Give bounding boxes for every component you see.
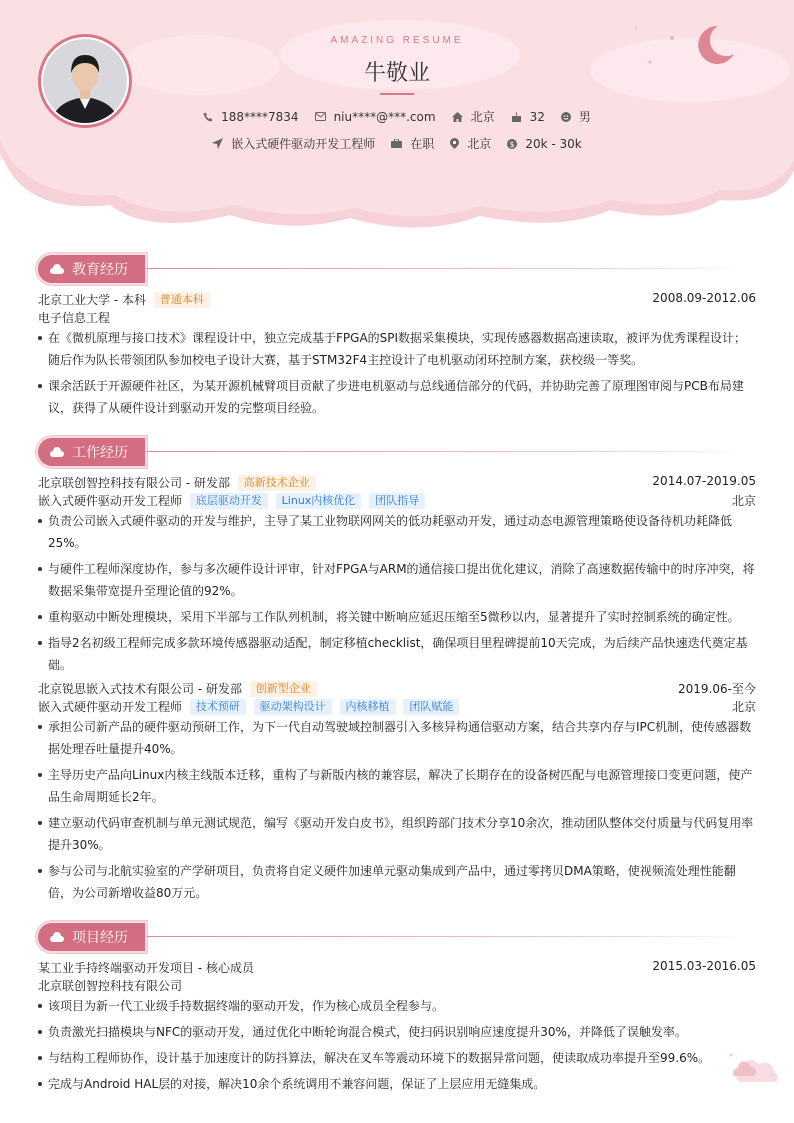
job-date: 2019.06-至今 [678, 682, 756, 696]
resume-kicker: AMAZING RESUME [330, 35, 464, 46]
list-item: 承担公司新产品的硬件驱动预研工作，为下一代自动驾驶域控制器引入多核异构通信驱动方案，结合共享内存与IPC机制，使传感器数据处理吞吐量提升40%。 [38, 716, 756, 760]
candidate-name: 牛敬业 [363, 61, 430, 86]
project-org: 北京联创智控科技有限公司 [38, 979, 183, 993]
phone-item [203, 110, 298, 124]
list-item: 重构驱动中断处理模块，采用下半部与工作队列机制，将关键中断响应延迟压缩至5微秒以内，显著提升了实时控制系统的确定性。 [38, 606, 756, 628]
list-item: 负责激光扫描模块与NFC的驱动开发，通过优化中断轮询混合模式，使扫码识别响应速度提升30%，并降低了误触发率。 [38, 1021, 756, 1043]
target-city-item [450, 135, 491, 152]
cake-icon [511, 112, 522, 122]
employment-status: 在职 [410, 137, 435, 151]
work-section-header [36, 436, 756, 468]
education-title-pill [36, 253, 147, 285]
work-title: 工作经历 [72, 445, 128, 461]
section-divider [147, 268, 747, 269]
list-item: 负责公司嵌入式硬件驱动的开发与维护，主导了某工业物联网网关的低功耗驱动开发，通过动态电源管理策略使设备待机功耗降低25%。 [38, 510, 756, 554]
education-section-header [36, 253, 756, 285]
role-line [38, 698, 756, 716]
role-line [38, 492, 756, 510]
company-line [38, 474, 756, 492]
major-line [38, 309, 756, 327]
send-icon [212, 138, 223, 149]
skill-tag: 团队指导 [369, 493, 425, 509]
education-entry [38, 291, 756, 423]
mail-icon [315, 112, 326, 121]
list-item: 参与公司与北航实验室的产学研项目，负责将自定义硬件加速单元驱动集成到产品中，通过零拷贝DMA策略，使视频流处理性能翻倍，为公司新增收益80万元。 [38, 860, 756, 904]
name-underline [380, 93, 414, 95]
age-item [511, 110, 545, 124]
salary-item [507, 137, 581, 151]
contact-info-row [0, 108, 794, 125]
skill-tag: 内核移植 [340, 699, 396, 715]
major-name: 电子信息工程 [38, 311, 111, 325]
phone-number: 188****7834 [221, 109, 299, 124]
work-title-pill [36, 436, 147, 468]
target-position: 嵌入式硬件驱动开发工程师 [231, 137, 376, 151]
decorative-cloud-icon [728, 1052, 784, 1086]
target-position-item [212, 135, 375, 152]
list-item: 主导历史产品向Linux内核主线版本迁移，重构了与新版内核的兼容层，解决了长期存在的设备树匹配与电源管理接口变更问题，使产品生命周期延长2年。 [38, 764, 756, 808]
gender-item [561, 108, 591, 125]
list-item: 该项目为新一代工业级手持数据终端的驱动开发，作为核心成员全程参与。 [38, 995, 756, 1017]
face-icon [561, 112, 571, 122]
list-item: 与结构工程师协作，设计基于加速度计的防抖算法，解决在叉车等震动环境下的数据异常问题，使读取成功率提升至99.6%。 [38, 1047, 756, 1069]
age-value: 32 [529, 109, 545, 124]
school-tag: 普通本科 [154, 292, 210, 308]
project-title: 项目经历 [72, 930, 128, 946]
phone-icon [203, 112, 213, 122]
cloud-icon [50, 932, 64, 942]
education-bullets [38, 327, 756, 419]
job-intent-row [0, 135, 794, 152]
school-name: 北京工业大学 - 本科 [38, 293, 146, 307]
job-bullets [38, 510, 756, 676]
job-role: 嵌入式硬件驱动开发工程师 [38, 494, 183, 508]
skill-tag: 底层驱动开发 [190, 493, 268, 509]
resume-header [0, 0, 794, 230]
project-name: 某工业手持终端驱动开发项目 - 核心成员 [38, 961, 254, 975]
project-entry-1 [38, 959, 756, 1099]
list-item: 指导2名初级工程师完成多款环境传感器驱动适配，制定移植checklist，确保项目里程碑提前10天完成，为后续产品快速迭代奠定基础。 [38, 632, 756, 676]
hometown-item [452, 108, 495, 125]
job-date: 2014.07-2019.05 [652, 474, 756, 488]
briefcase-icon [391, 139, 402, 148]
project-bullets [38, 995, 756, 1095]
home-icon [452, 112, 463, 122]
list-item: 建立驱动代码审查机制与单元测试规范，编写《驱动开发白皮书》，组织跨部门技术分享10余次，推动团队整体交付质量与代码复用率提升30%。 [38, 812, 756, 856]
cloud-icon [50, 264, 64, 274]
location-icon [450, 138, 459, 149]
target-city: 北京 [467, 137, 492, 151]
company-tag: 创新型企业 [250, 681, 317, 697]
work-entry-2 [38, 680, 756, 908]
company-name: 北京锐思嵌入式技术有限公司 - 研发部 [38, 682, 242, 696]
money-icon [507, 139, 517, 149]
education-date: 2008.09-2012.06 [652, 291, 756, 305]
project-name-line [38, 959, 756, 977]
job-city: 北京 [731, 700, 756, 714]
project-title-pill [36, 921, 147, 953]
list-item: 课余活跃于开源硬件社区，为某开源机械臂项目贡献了步进电机驱动与总线通信部分的代码，并协助完善了原理图审阅与PCB布局建议，获得了从硬件设计到驱动开发的完整项目经验。 [38, 375, 756, 419]
education-school-line [38, 291, 756, 309]
project-date: 2015.03-2016.05 [652, 959, 756, 973]
svg-text:$: $ [509, 139, 515, 149]
job-role: 嵌入式硬件驱动开发工程师 [38, 700, 183, 714]
list-item: 完成与Android HAL层的对接，解决10余个系统调用不兼容问题，保证了上层应用无缝集成。 [38, 1073, 756, 1095]
list-item: 与硬件工程师深度协作，参与多次硬件设计评审，针对FPGA与ARM的通信接口提出优化建议，消除了高速数据传输中的时序冲突，将数据采集带宽提升至理论值的92%。 [38, 558, 756, 602]
email-item [315, 110, 436, 124]
skill-tag: Linux内核优化 [276, 493, 362, 509]
list-item: 在《微机原理与接口技术》课程设计中，独立完成基于FPGA的SPI数据采集模块，实现传感器数据高速读取，被评为优秀课程设计；随后作为队长带领团队参加校电子设计大赛，基于STM32F4主控设计了电机驱动闭环控制方案，获校级一等奖。 [38, 327, 756, 371]
skill-tag: 团队赋能 [403, 699, 459, 715]
company-tag: 高新技术企业 [238, 475, 316, 491]
project-section-header [36, 921, 756, 953]
skill-tag: 技术预研 [190, 699, 246, 715]
status-item [391, 135, 434, 152]
work-entry-1 [38, 474, 756, 680]
section-divider [147, 936, 747, 937]
job-bullets [38, 716, 756, 904]
gender-value: 男 [578, 110, 591, 124]
education-title: 教育经历 [72, 262, 128, 278]
email-address: niu****@***.com [333, 109, 436, 124]
company-name: 北京联创智控科技有限公司 - 研发部 [38, 476, 230, 490]
expected-salary: 20k - 30k [525, 136, 582, 151]
hometown-value: 北京 [470, 110, 495, 124]
section-divider [147, 451, 747, 452]
job-city: 北京 [731, 494, 756, 508]
cloud-icon [50, 447, 64, 457]
project-org-line [38, 977, 756, 995]
company-line [38, 680, 756, 698]
skill-tag: 驱动架构设计 [254, 699, 332, 715]
